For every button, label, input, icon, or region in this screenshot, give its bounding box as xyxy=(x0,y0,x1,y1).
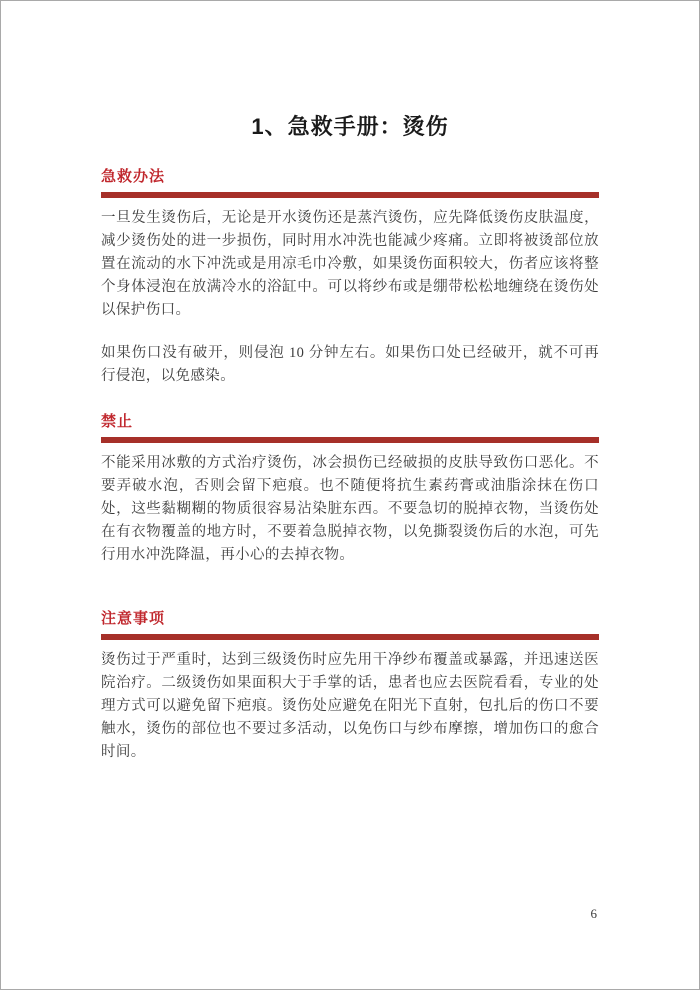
page-number: 6 xyxy=(590,906,597,921)
paragraph: 不能采用冰敷的方式治疗烫伤，冰会损伤已经破损的皮肤导致伤口恶化。不要弄破水泡，否则会留下疤痕。也不随便将抗生素药膏或油脂涂抹在伤口处，这些黏糊糊的物质很容易沾染脏东西。不要急切的脱掉衣物，当烫伤处在有衣物覆盖的地方时，不要着急脱掉衣物，以免撕裂烫伤后的水泡，可先行用水冲洗降温，再小心的去掉衣物。 xyxy=(101,455,599,563)
section-divider-rule xyxy=(101,634,599,640)
section-divider-rule xyxy=(101,192,599,198)
section-precautions xyxy=(101,609,599,764)
document-content xyxy=(1,1,699,764)
section-prohibited xyxy=(101,412,599,567)
page-title: 1、急救手册：烫伤 xyxy=(251,114,449,139)
section-heading-prohibited: 禁止 xyxy=(101,414,134,430)
section-heading-first-aid: 急救办法 xyxy=(101,169,166,185)
section-heading-precautions: 注意事项 xyxy=(101,611,166,627)
section-divider-rule xyxy=(101,437,599,443)
paragraph: 一旦发生烫伤后，无论是开水烫伤还是蒸汽烫伤，应先降低烫伤皮肤温度，减少烫伤处的进一步损伤，同时用水冲洗也能减少疼痛。立即将被烫部位放置在流动的水下冲洗或是用凉毛巾冷敷，如果烫伤面积较大，伤者应该将整个身体浸泡在放满冷水的浴缸中。可以将纱布或是绷带松松地缠绕在烫伤处以保护伤口。 xyxy=(101,210,599,318)
paragraph: 如果伤口没有破开，则侵泡 10 分钟左右。如果伤口处已经破开，就不可再行侵泡，以免感染。 xyxy=(101,345,599,384)
section-first-aid-methods xyxy=(101,167,599,388)
paragraph: 烫伤过于严重时，达到三级烫伤时应先用干净纱布覆盖或暴露，并迅速送医院治疗。二级烫伤如果面积大于手掌的话，患者也应去医院看看，专业的处理方式可以避免留下疤痕。烫伤处应避免在阳光下直射，包扎后的伤口不要触水，烫伤的部位也不要过多活动，以免伤口与纱布摩擦，增加伤口的愈合时间。 xyxy=(101,652,599,760)
